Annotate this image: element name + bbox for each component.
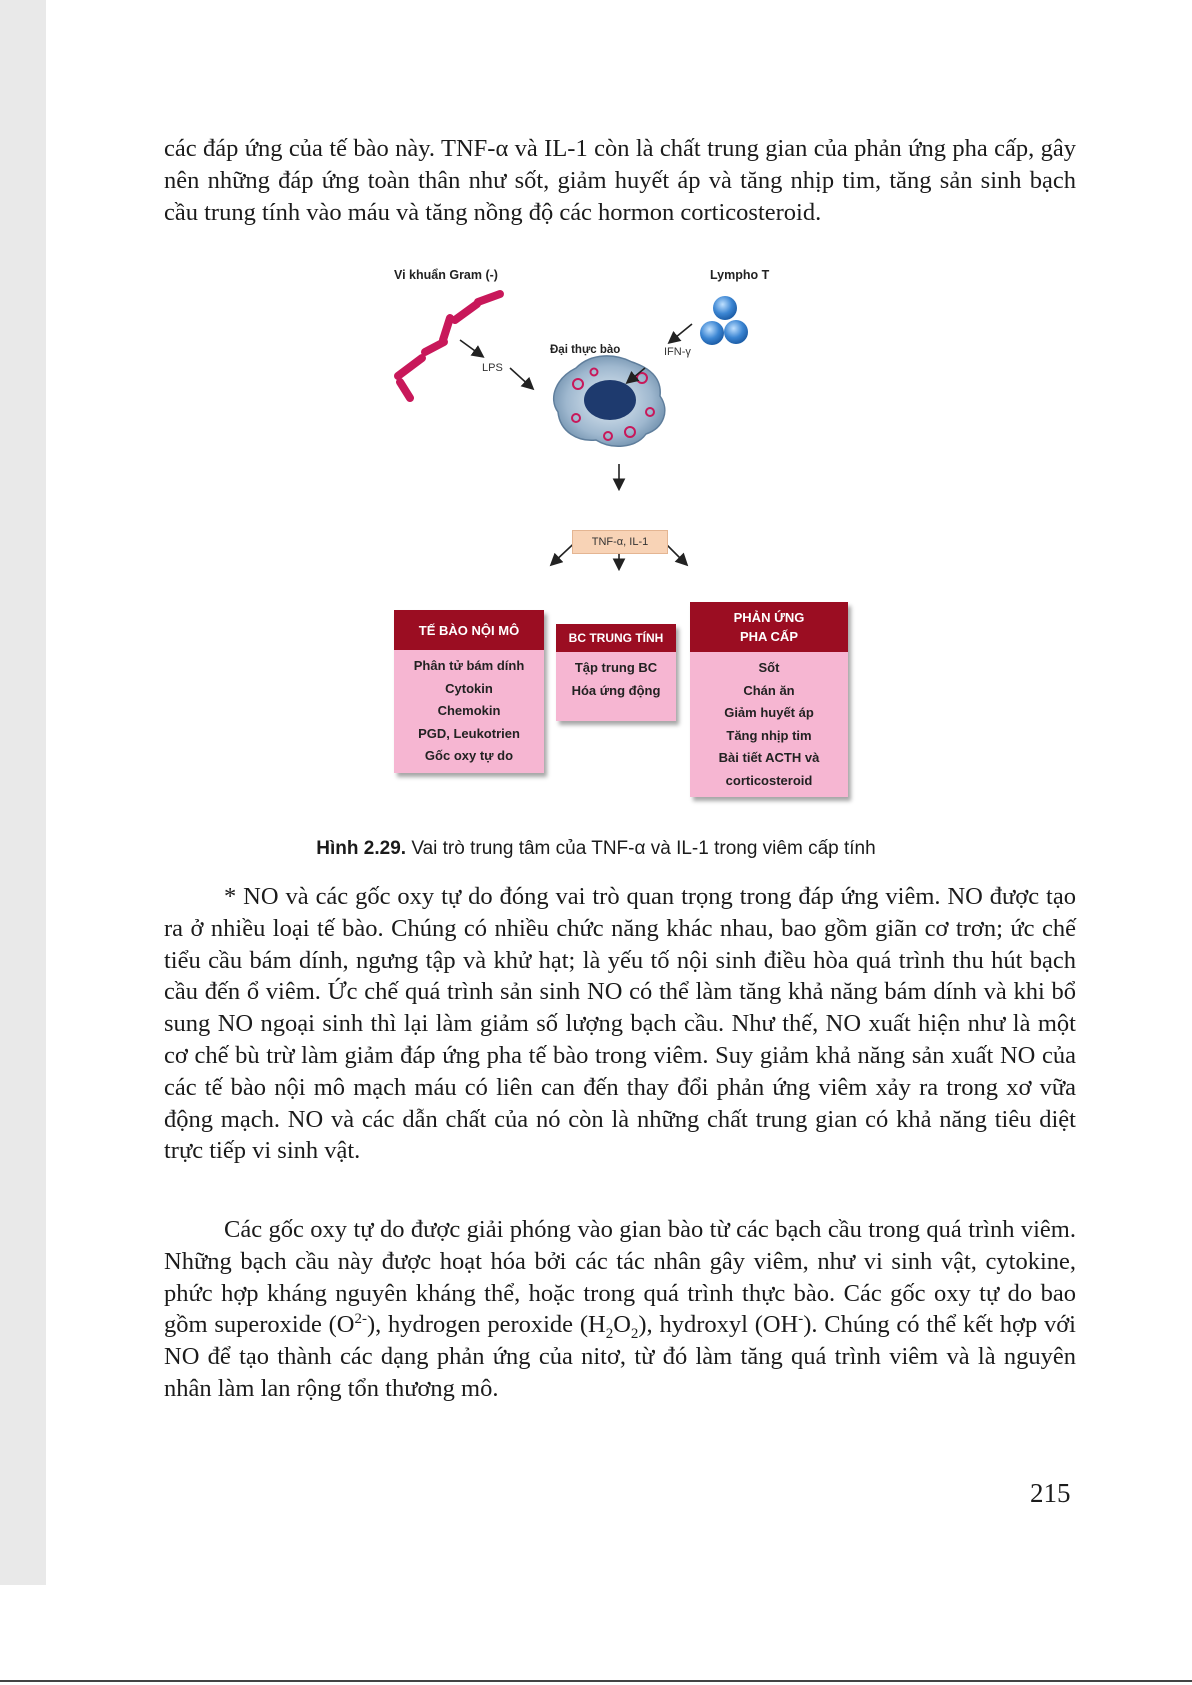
- card-acute-title-line1: PHẢN ỨNG: [733, 610, 805, 625]
- label-lps: LPS: [482, 362, 503, 374]
- card-neutrophil-body: [556, 652, 676, 721]
- caption-text: Vai trò trung tâm của TNF-α và IL-1 trong viêm cấp tính: [406, 838, 876, 859]
- card-acute-title-line2: PHA CẤP: [739, 629, 798, 644]
- paragraph-3-text: Các gốc oxy tự do được giải phóng vào gian bào từ các bạch cầu trong quá trình viêm. Những bạch cầu này được hoạt hóa bởi các tác nhân gây viêm, như vi sinh vật, cytokine, phức hợp kháng nguyên kháng thể, hoặc trong quá trình thực bào. Các gốc oxy tự do bao gồm superoxide (O: [164, 1216, 1076, 1339]
- card-endothelial-title: TẾ BÀO NỘI MÔ: [394, 610, 544, 650]
- list-item: Gốc oxy tự do: [424, 748, 514, 763]
- macrophage-icon: [554, 356, 665, 446]
- label-macrophage: Đại thực bào: [550, 344, 621, 356]
- page-number: 215: [1030, 1478, 1071, 1508]
- list-item: Bài tiết ACTH và: [718, 750, 820, 765]
- list-item: Phân tử bám dính: [413, 658, 525, 673]
- bottom-rule: [0, 1680, 1192, 1682]
- card-neutrophil-title: BC TRUNG TÍNH: [556, 624, 676, 652]
- caption-number: Hình 2.29.: [316, 838, 407, 859]
- list-item: PGD, Leukotrien: [418, 725, 520, 741]
- subscript: 2: [630, 1326, 639, 1343]
- lymphocyte-icon: [700, 296, 748, 345]
- list-item: Chemokin: [437, 703, 501, 718]
- card-acute-title: [690, 602, 848, 652]
- list-item: Tăng nhịp tim: [726, 727, 812, 743]
- list-item: Hóa ứng động: [571, 682, 661, 698]
- paragraph-1: các đáp ứng của tế bào này. TNF-α và IL-1 còn là chất trung gian của phản ứng pha cấp, gây nên những đáp ứng toàn thân như sốt, giảm huyết áp và tăng nhịp tim, tăng sản sinh bạch cầu trung tính vào máu và tăng nồng độ các hormon corticosteroid.: [164, 135, 1076, 226]
- paragraph-3-text: O: [613, 1311, 631, 1339]
- tnf-il1-box: TNF-α, IL-1: [572, 530, 668, 554]
- card-acute-body: [690, 652, 848, 797]
- paragraph-3-text: ), hydrogen peroxide (H: [366, 1311, 606, 1339]
- card-endothelial-body: [394, 650, 544, 773]
- page-edge-shadow: [0, 0, 46, 1585]
- list-item: corticosteroid: [725, 772, 813, 788]
- list-item: Tập trung BC: [574, 660, 658, 675]
- card-neutrophils: [556, 624, 676, 721]
- subscript: 2: [605, 1326, 614, 1343]
- list-item: Giảm huyết áp: [724, 705, 814, 720]
- list-item: Cytokin: [445, 680, 493, 696]
- label-gram-negative-bacteria: Vi khuẩn Gram (-): [394, 268, 498, 282]
- list-item: Chán ăn: [743, 682, 795, 698]
- superoxide-charge: 2-: [354, 1311, 367, 1328]
- card-acute-phase-response: [690, 602, 848, 797]
- figure-caption: [0, 838, 1192, 860]
- card-endothelial-cells: [394, 610, 544, 773]
- bacteria-icon: [398, 294, 500, 398]
- figure-tnf-il1-diagram: [380, 268, 860, 812]
- hydroxyl-charge: -: [798, 1311, 804, 1328]
- label-lympho-t: Lympho T: [710, 268, 770, 282]
- paragraph-3-text: ), hydroxyl (OH: [638, 1311, 799, 1339]
- paragraph-3: [164, 1214, 1076, 1405]
- list-item: Sốt: [758, 660, 780, 675]
- paragraph-2: * NO và các gốc oxy tự do đóng vai trò quan trọng trong đáp ứng viêm. NO được tạo ra ở nhiều loại tế bào. Chúng có nhiều chức năng khác nhau, bao gồm giãn cơ trơn; ức chế tiểu cầu bám dính, ngưng tập và khử hạt; là yếu tố nội sinh điều hòa quá trình thu hút bạch cầu đến ổ viêm. Ức chế quá trình sản sinh NO có thể làm tăng khả năng bám dính và khi bổ sung NO ngoại sinh thì lại làm giảm số lượng bạch cầu. Như thế, NO xuất hiện như là một cơ chế bù trừ làm giảm đáp ứng pha tế bào trong viêm. Suy giảm khả năng sản xuất NO của các tế bào nội mô mạch máu có liên can đến thay đổi phản ứng viêm xảy ra trong xơ vữa động mạch. NO và các dẫn chất của nó còn là những chất trung gian có khả năng tiêu diệt trực tiếp vi sinh vật.: [164, 883, 1076, 1165]
- paragraph-3-text: ). Chúng có thể kết hợp với NO để tạo thành các dạng phản ứng của nitơ, từ đó làm tăng quá trình viêm và là nguyên nhân làm lan rộng tổn thương mô.: [164, 1311, 1076, 1402]
- label-ifn-gamma: IFN-γ: [664, 346, 691, 358]
